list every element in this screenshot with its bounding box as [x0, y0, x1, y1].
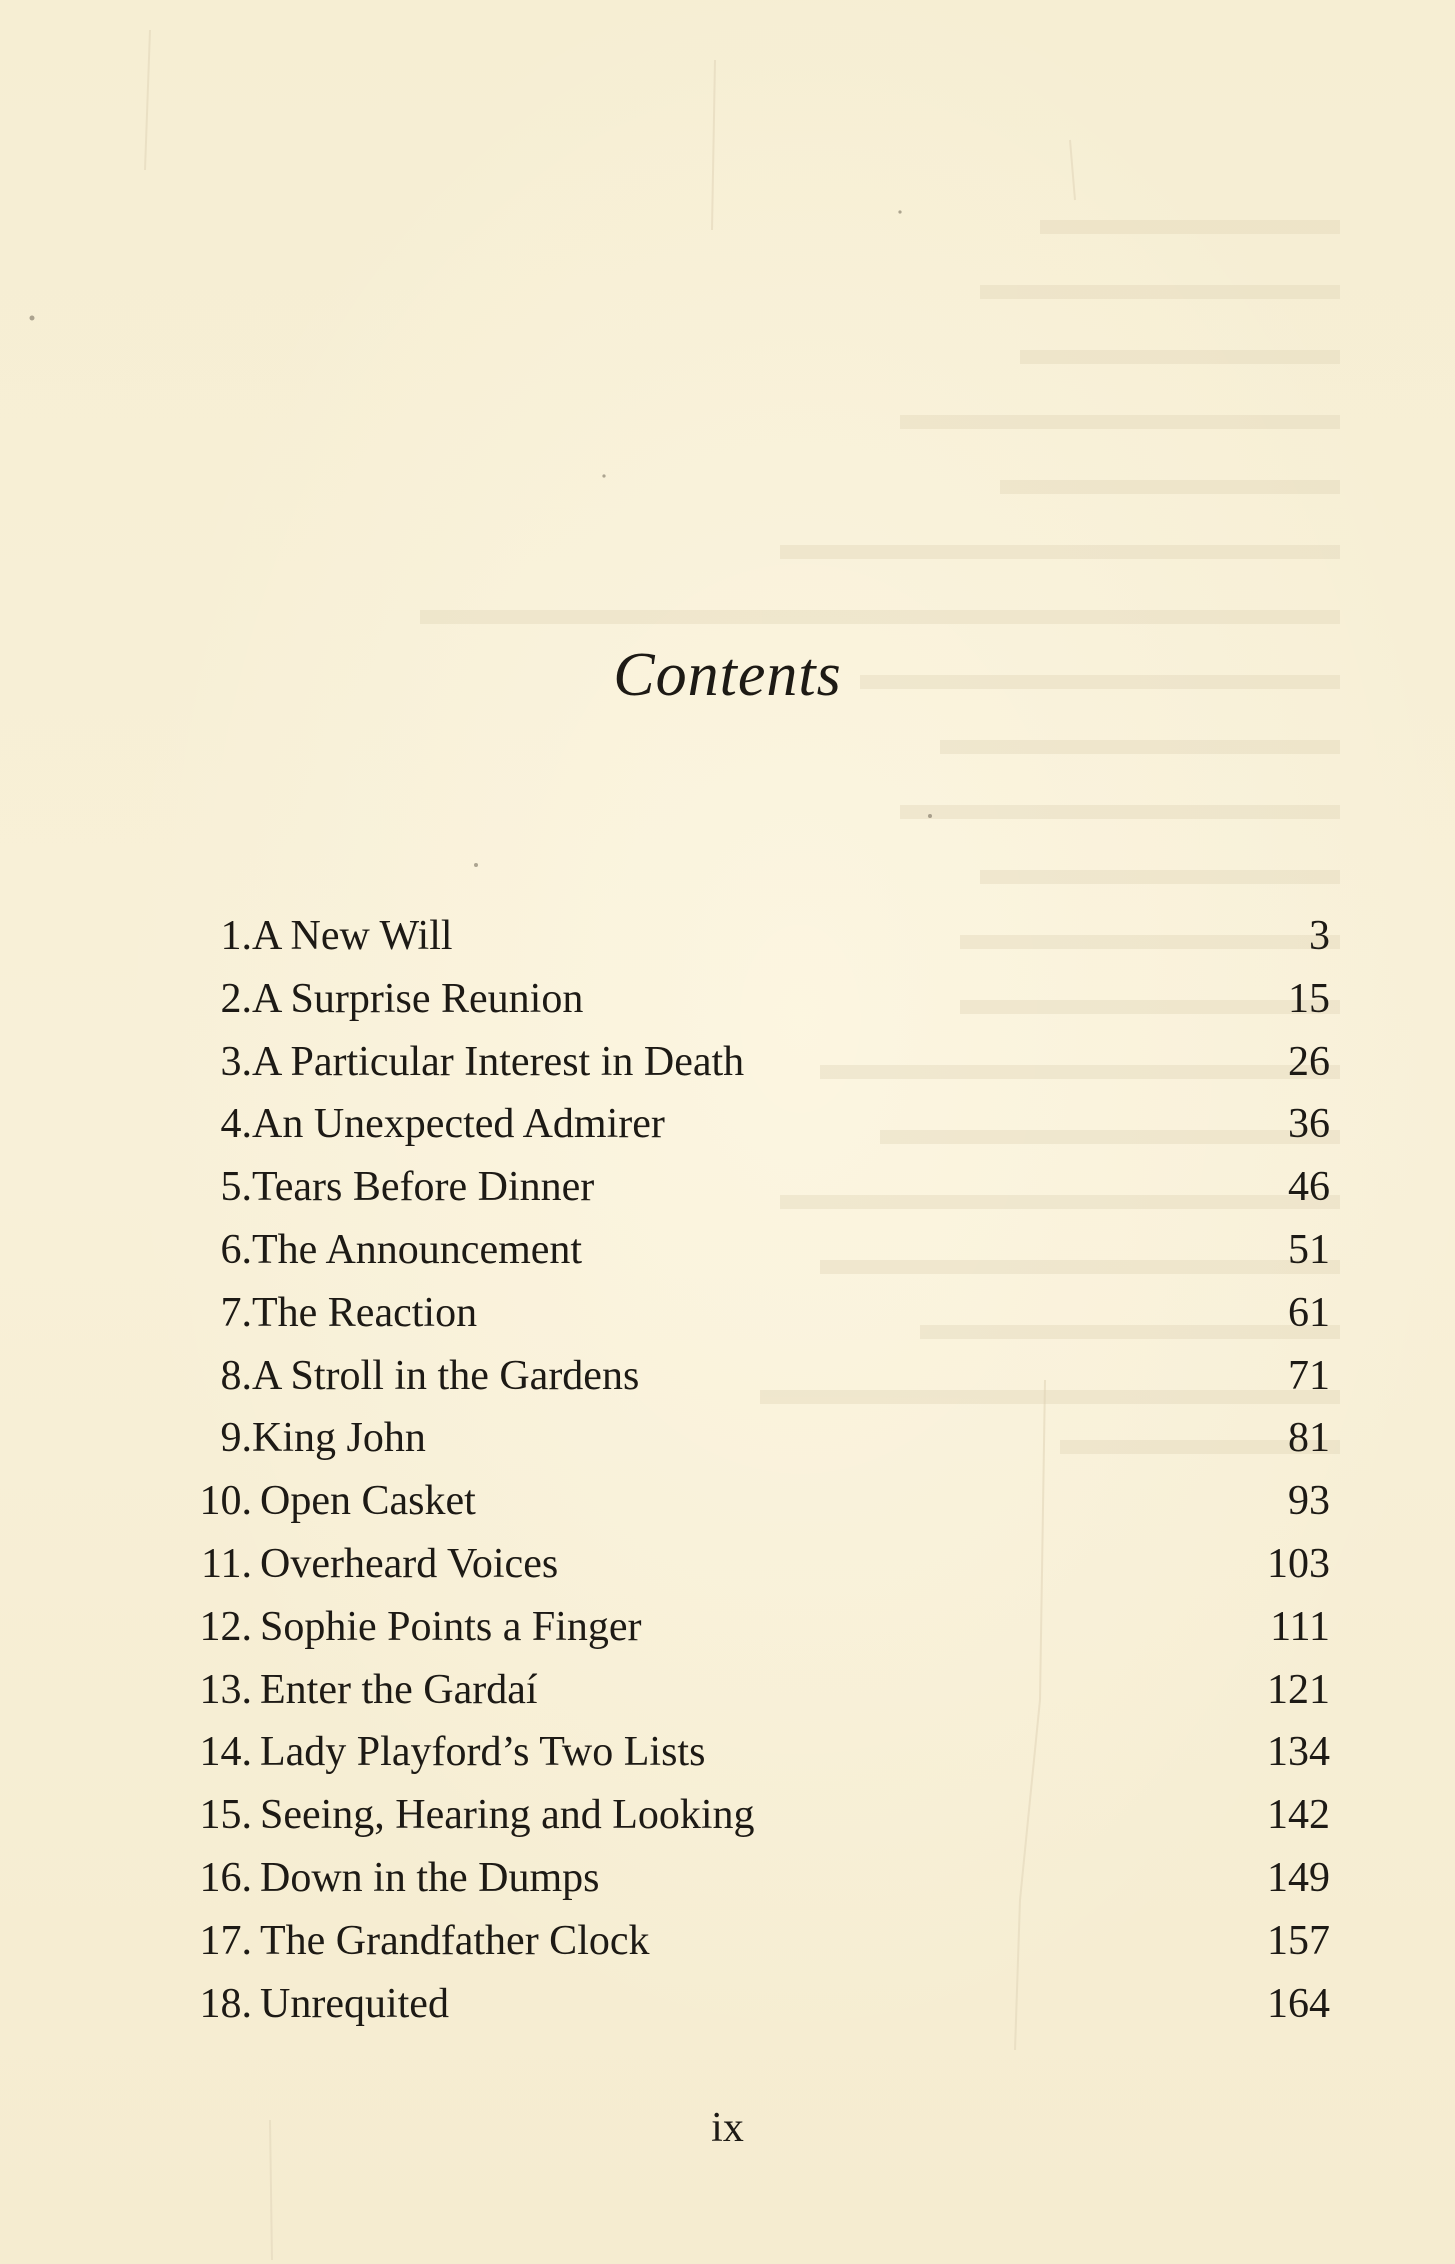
chapter-page-number: 26	[1288, 1038, 1330, 1085]
chapter-title: A Particular Interest in Death	[252, 1038, 745, 1085]
chapter-page-number: 3	[1309, 913, 1330, 959]
chapter-page-number: 81	[1288, 1415, 1330, 1462]
page-number: ix	[711, 2105, 744, 2151]
chapter-page-number: 36	[1288, 1101, 1330, 1148]
chapter-number: 8.	[220, 1352, 252, 1399]
toc-entry	[178, 1282, 1330, 1345]
chapter-title: The Reaction	[252, 1289, 478, 1336]
chapter-page-number: 15	[1288, 975, 1330, 1022]
toc-entry	[178, 1659, 1330, 1722]
chapter-number: 15.	[199, 1792, 252, 1839]
chapter-number: 10.	[199, 1478, 252, 1525]
chapter-page-number: 111	[1270, 1603, 1330, 1650]
chapter-number: 1.	[220, 913, 252, 959]
chapter-title: Overheard Voices	[260, 1540, 559, 1587]
toc-entry	[178, 1345, 1330, 1408]
chapter-number: 3.	[220, 1038, 252, 1085]
chapter-page-number: 46	[1288, 1164, 1330, 1211]
toc-entry	[178, 1533, 1330, 1596]
chapter-title: Unrequited	[260, 1980, 449, 2027]
chapter-page-number: 164	[1267, 1980, 1330, 2027]
chapter-title: Sophie Points a Finger	[260, 1603, 642, 1650]
chapter-title: Lady Playford’s Two Lists	[260, 1729, 706, 1776]
chapter-number: 6.	[220, 1226, 252, 1273]
chapter-title: The Announcement	[252, 1226, 583, 1273]
chapter-number: 13.	[199, 1666, 252, 1713]
toc-entry	[178, 1596, 1330, 1659]
chapter-number: 12.	[199, 1603, 252, 1650]
chapter-number: 14.	[199, 1729, 252, 1776]
chapter-page-number: 61	[1288, 1289, 1330, 1336]
toc-entry	[178, 1031, 1330, 1094]
chapter-number: 11.	[201, 1540, 252, 1587]
toc-entry	[178, 1784, 1330, 1847]
chapter-title: Open Casket	[260, 1478, 476, 1525]
toc-entry	[178, 1407, 1330, 1470]
chapter-number: 4.	[220, 1101, 252, 1148]
chapter-number: 17.	[199, 1917, 252, 1964]
chapter-page-number: 51	[1288, 1226, 1330, 1273]
chapter-page-number: 142	[1267, 1792, 1330, 1839]
toc-entry	[178, 1219, 1330, 1282]
toc-entry	[178, 1973, 1330, 2036]
chapter-title: An Unexpected Admirer	[252, 1101, 665, 1148]
chapter-title: Seeing, Hearing and Looking	[260, 1792, 755, 1839]
chapter-page-number: 149	[1267, 1854, 1330, 1901]
toc-entry	[178, 1721, 1330, 1784]
toc-entry	[178, 1847, 1330, 1910]
chapter-number: 18.	[199, 1980, 252, 2027]
toc-entry	[178, 1093, 1330, 1156]
chapter-page-number: 157	[1267, 1917, 1330, 1964]
chapter-page-number: 121	[1267, 1666, 1330, 1713]
chapter-page-number: 134	[1267, 1729, 1330, 1776]
table-of-contents	[178, 905, 1330, 2035]
chapter-number: 7.	[220, 1289, 252, 1336]
chapter-title: King John	[252, 1415, 426, 1462]
chapter-number: 9.	[220, 1415, 252, 1462]
toc-entry	[178, 1156, 1330, 1219]
chapter-title: Enter the Gardaí	[260, 1666, 538, 1713]
toc-entry	[178, 1470, 1330, 1533]
chapter-number: 16.	[199, 1854, 252, 1901]
toc-entry	[178, 905, 1330, 968]
chapter-title: Tears Before Dinner	[252, 1164, 595, 1211]
chapter-number: 5.	[220, 1164, 252, 1211]
chapter-title: A Stroll in the Gardens	[252, 1352, 640, 1399]
chapter-title: Down in the Dumps	[260, 1854, 600, 1901]
page-title: Contents	[613, 641, 842, 709]
toc-entry	[178, 1910, 1330, 1973]
chapter-title: A New Will	[252, 913, 453, 959]
chapter-page-number: 71	[1288, 1352, 1330, 1399]
chapter-number: 2.	[220, 975, 252, 1022]
chapter-title: The Grandfather Clock	[260, 1917, 650, 1964]
toc-entry	[178, 968, 1330, 1031]
chapter-page-number: 103	[1267, 1540, 1330, 1587]
chapter-page-number: 93	[1288, 1478, 1330, 1525]
chapter-title: A Surprise Reunion	[252, 975, 584, 1022]
